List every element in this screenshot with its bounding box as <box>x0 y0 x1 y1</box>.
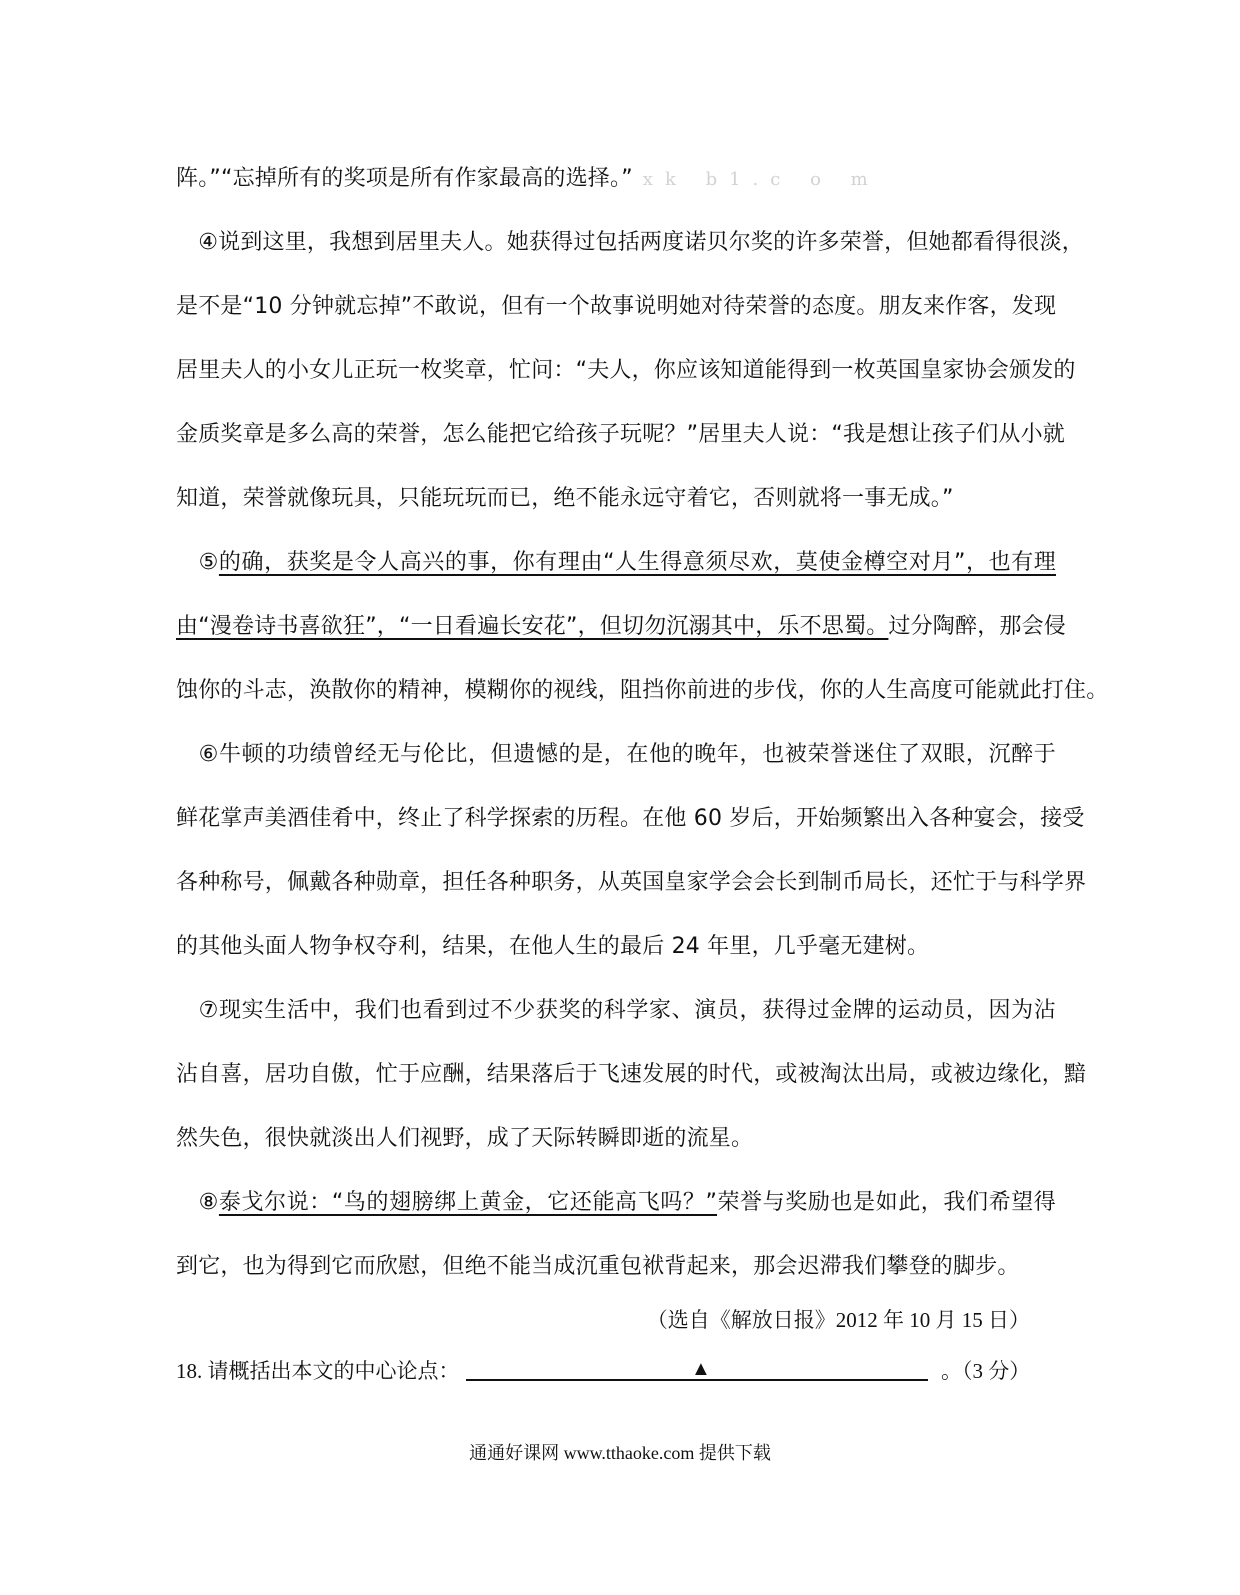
paragraph-6-line-4 <box>176 932 1056 962</box>
triangle-icon: ▲ <box>691 1358 711 1380</box>
line-text: 荣誉与奖励也是如此，我们希望得 <box>717 1190 1056 1215</box>
underlined-sentence: 的确，获奖是令人高兴的事，你有理由“人生得意须尽欢，莫使金樽空对月”，也有理 <box>218 550 1056 575</box>
watermark-text: xk b1.c o m <box>642 169 880 190</box>
line-text: 金质奖章是多么高的荣誉，怎么能把它给孩子玩呢？”居里夫人说：“我是想让孩子们从小就 <box>176 422 1065 447</box>
paragraph-7-line-1 <box>176 996 1056 1026</box>
paragraph-6-line-1 <box>176 740 1056 770</box>
line-text: 知道，荣誉就像玩具，只能玩玩而已，绝不能永远守着它，否则就将一事无成。” <box>176 486 954 511</box>
line-text: ④说到这里，我想到居里夫人。她获得过包括两度诺贝尔奖的许多荣誉，但她都看得很淡， <box>176 230 1084 255</box>
paragraph-5-line-2 <box>176 612 1067 642</box>
line-text: ⑧ <box>176 1190 219 1215</box>
paragraph-4-line-2 <box>176 292 1056 322</box>
paragraph-8-line-2 <box>176 1252 1056 1282</box>
line-text: ⑤ <box>176 550 219 575</box>
line-text: 各种称号，佩戴各种勋章，担任各种职务，从英国皇家学会会长到制币局长，还忙于与科学界 <box>176 870 1087 895</box>
paragraph-7-line-2 <box>176 1060 1087 1090</box>
line-text: 鲜花掌声美酒佳肴中，终止了科学探索的历程。在他 60 岁后，开始频繁出入各种宴会，接受 <box>176 806 1085 831</box>
footer-text: 通通好课网 www.tthaoke.com 提供下载 <box>469 1443 771 1463</box>
paragraph-4-line-3 <box>176 356 1076 386</box>
line-text: ⑥牛顿的功绩曾经无与伦比，但遗憾的是，在他的晚年，也被荣誉迷住了双眼，沉醉于 <box>176 742 1056 767</box>
paragraph-4-line-5 <box>176 484 1056 514</box>
question-label: 18. 请概括出本文的中心论点： <box>176 1359 460 1383</box>
question-18 <box>176 1356 1056 1390</box>
paragraph-6-line-2 <box>176 804 1085 834</box>
line-text: 蚀你的斗志，涣散你的精神，模糊你的视线，阻挡你前进的步伐，你的人生高度可能就此打住。 <box>176 678 1109 703</box>
paragraph-4-line-4 <box>176 420 1065 450</box>
paragraph-3-end-line <box>176 164 1056 195</box>
paragraph-5-line-1 <box>176 548 1056 578</box>
line-text: 到它，也为得到它而欣慰，但绝不能当成沉重包袱背起来，那会迟滞我们攀登的脚步。 <box>176 1254 1020 1279</box>
source-citation: （选自《解放日报》2012 年 10 月 15 日） <box>646 1308 1030 1332</box>
line-text: 沾自喜，居功自傲，忙于应酬，结果落后于飞速发展的时代，或被淘汰出局，或被边缘化，黯 <box>176 1062 1087 1087</box>
line-text: 过分陶醉，那会侵 <box>888 614 1067 639</box>
underlined-sentence: 由“漫卷诗书喜欲狂”，“一日看遍长安花”，但切勿沉溺其中，乐不思蜀。 <box>176 614 889 639</box>
question-score: 。（3 分） <box>941 1359 1031 1383</box>
line-text: ⑦现实生活中，我们也看到过不少获奖的科学家、演员，获得过金牌的运动员，因为沾 <box>176 998 1056 1023</box>
paragraph-7-line-3 <box>176 1124 1056 1154</box>
line-text: 的其他头面人物争权夺利，结果，在他人生的最后 24 年里，几乎毫无建树。 <box>176 934 930 959</box>
line-text: 是不是“10 分钟就忘掉”不敢说，但有一个故事说明她对待荣誉的态度。朋友来作客，发现 <box>176 294 1057 319</box>
line-text: 然失色，很快就淡出人们视野，成了天际转瞬即逝的流星。 <box>176 1126 754 1151</box>
line-text: 阵。”“忘掉所有的奖项是所有作家最高的选择。” <box>176 166 633 191</box>
line-text: 居里夫人的小女儿正玩一枚奖章，忙问：“夫人，你应该知道能得到一枚英国皇家协会颁发的 <box>176 358 1076 383</box>
paragraph-6-line-3 <box>176 868 1087 898</box>
paragraph-5-line-3 <box>176 676 1109 706</box>
underlined-quote: 泰戈尔说：“鸟的翅膀绑上黄金，它还能高飞吗？” <box>218 1190 718 1215</box>
paragraph-8-line-1 <box>176 1188 1056 1218</box>
paragraph-4-line-1 <box>176 228 1084 258</box>
